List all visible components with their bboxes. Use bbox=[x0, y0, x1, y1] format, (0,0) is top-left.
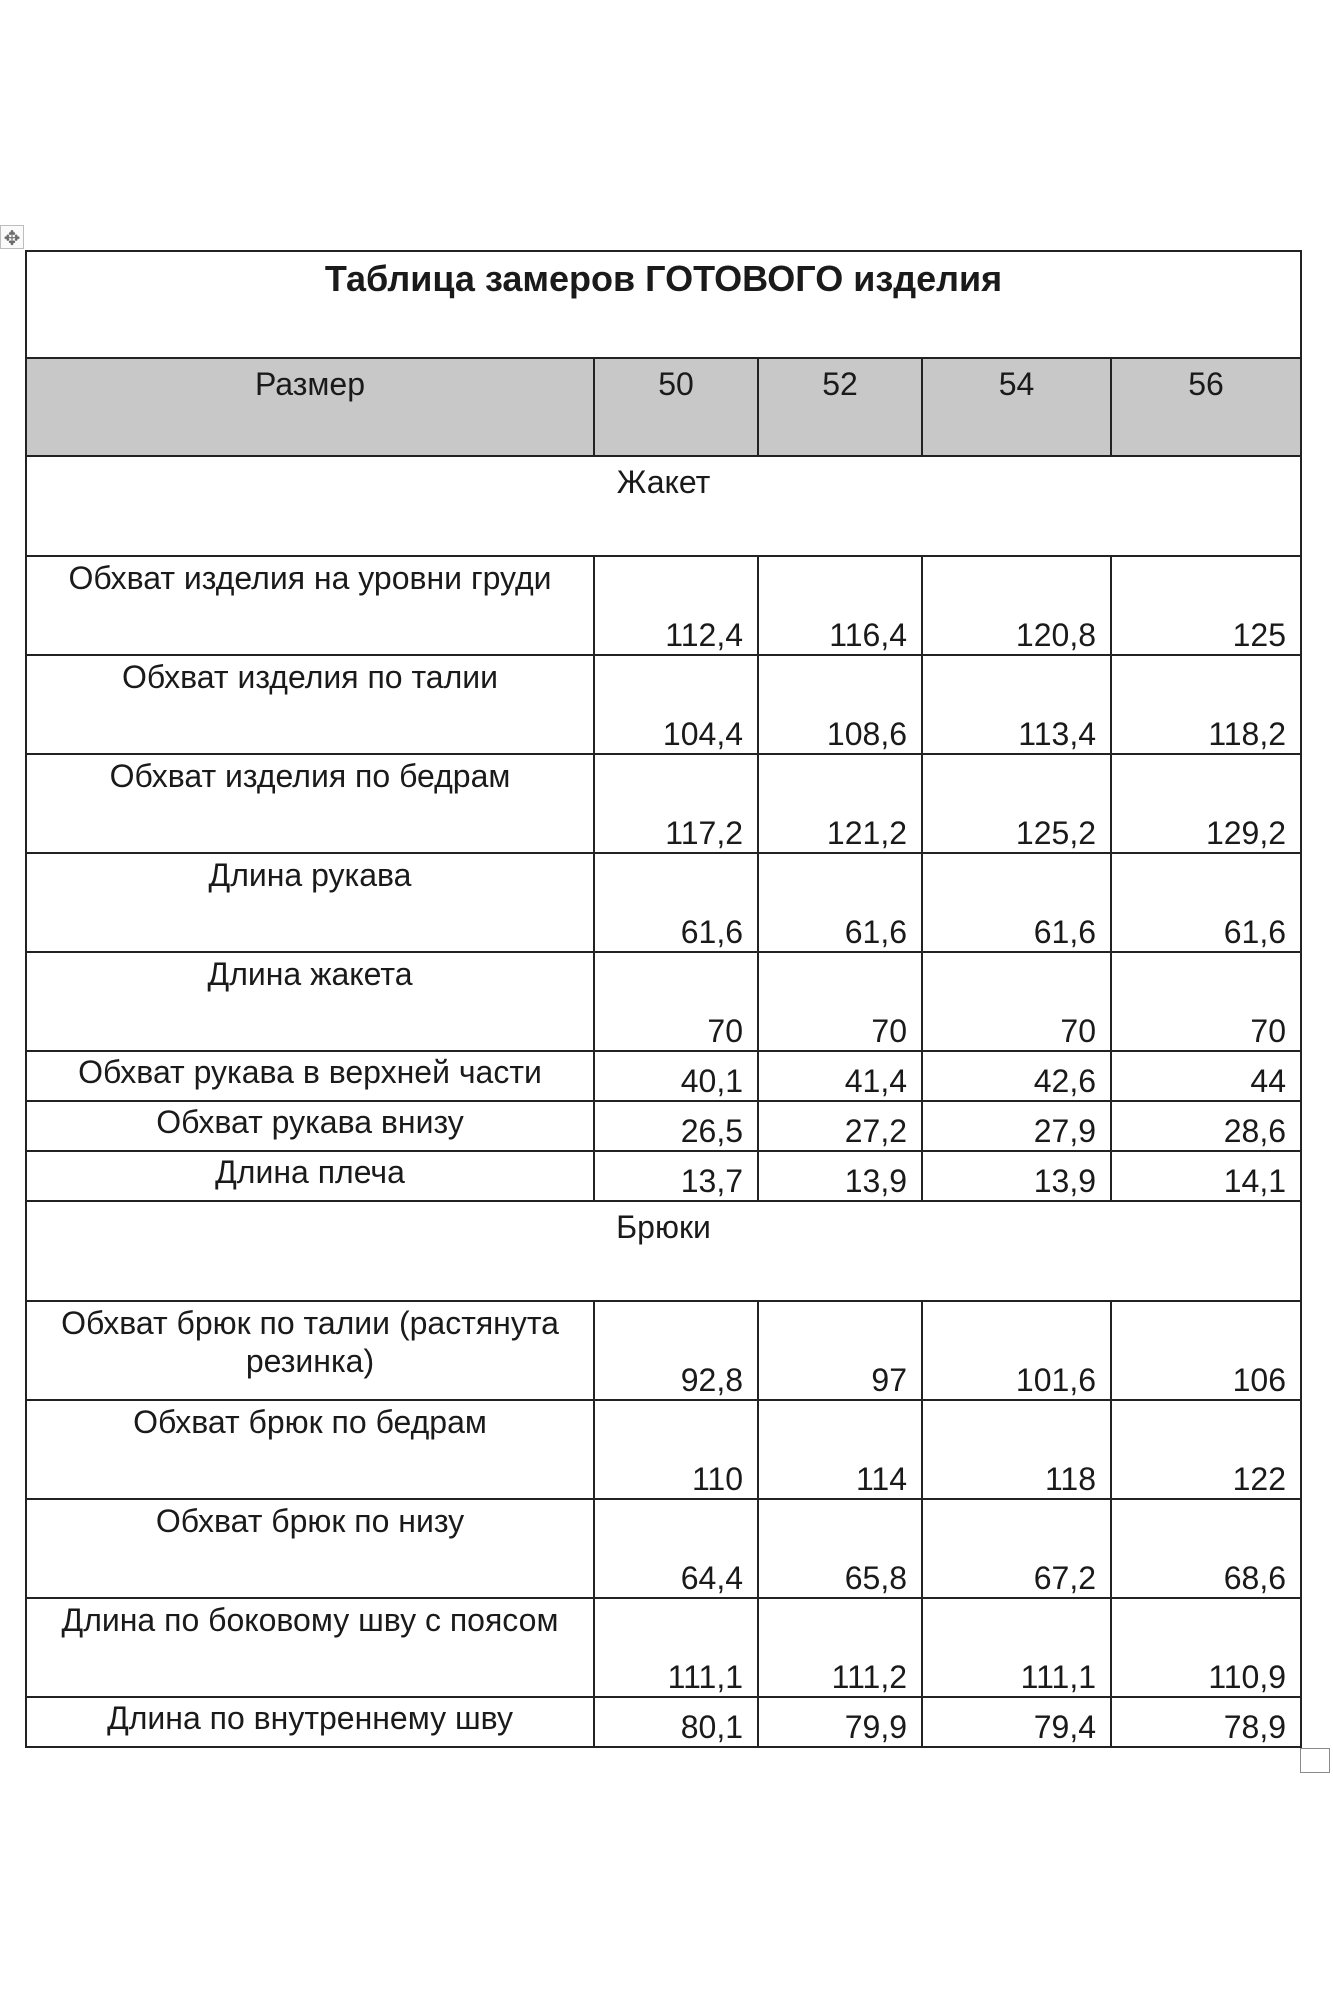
table-row bbox=[26, 1400, 1301, 1499]
measurement-value: 26,5 bbox=[594, 1101, 758, 1151]
table-row bbox=[26, 1051, 1301, 1101]
measurement-value: 129,2 bbox=[1111, 754, 1301, 853]
measurement-value: 116,4 bbox=[758, 556, 922, 655]
measurement-value: 120,8 bbox=[922, 556, 1111, 655]
measurement-value: 70 bbox=[1111, 952, 1301, 1051]
measurement-value: 113,4 bbox=[922, 655, 1111, 754]
measurement-value: 42,6 bbox=[922, 1051, 1111, 1101]
size-header-56: 56 bbox=[1111, 358, 1301, 456]
section-title: Жакет bbox=[26, 456, 1301, 556]
measurement-value: 111,2 bbox=[758, 1598, 922, 1697]
measurement-value: 92,8 bbox=[594, 1301, 758, 1400]
measurement-value: 79,4 bbox=[922, 1697, 1111, 1747]
measurement-value: 110 bbox=[594, 1400, 758, 1499]
size-header-54: 54 bbox=[922, 358, 1111, 456]
measurement-label: Обхват брюк по низу bbox=[26, 1499, 594, 1598]
measurement-label: Длина по боковому шву с поясом bbox=[26, 1598, 594, 1697]
table-title: Таблица замеров ГОТОВОГО изделия bbox=[26, 251, 1301, 358]
table-row bbox=[26, 556, 1301, 655]
measurement-value: 79,9 bbox=[758, 1697, 922, 1747]
table-row bbox=[26, 1499, 1301, 1598]
measurement-value: 117,2 bbox=[594, 754, 758, 853]
measurement-value: 27,2 bbox=[758, 1101, 922, 1151]
table-move-handle-icon[interactable]: ✥ bbox=[0, 225, 24, 249]
measurement-label: Обхват рукава внизу bbox=[26, 1101, 594, 1151]
measurement-value: 61,6 bbox=[1111, 853, 1301, 952]
measurement-value: 65,8 bbox=[758, 1499, 922, 1598]
size-label-header: Размер bbox=[26, 358, 594, 456]
measurement-value: 101,6 bbox=[922, 1301, 1111, 1400]
measurement-value: 61,6 bbox=[594, 853, 758, 952]
measurement-value: 13,9 bbox=[922, 1151, 1111, 1201]
measurement-value: 111,1 bbox=[594, 1598, 758, 1697]
table-row bbox=[26, 655, 1301, 754]
measurement-label: Обхват изделия по талии bbox=[26, 655, 594, 754]
measurement-value: 68,6 bbox=[1111, 1499, 1301, 1598]
measurement-label: Обхват изделия на уровни груди bbox=[26, 556, 594, 655]
size-header-50: 50 bbox=[594, 358, 758, 456]
measurement-value: 114 bbox=[758, 1400, 922, 1499]
section-row bbox=[26, 1201, 1301, 1301]
measurement-value: 13,7 bbox=[594, 1151, 758, 1201]
measurement-label: Длина рукава bbox=[26, 853, 594, 952]
section-title: Брюки bbox=[26, 1201, 1301, 1301]
measurement-label: Обхват брюк по бедрам bbox=[26, 1400, 594, 1499]
measurement-value: 80,1 bbox=[594, 1697, 758, 1747]
measurement-value: 64,4 bbox=[594, 1499, 758, 1598]
title-row bbox=[26, 251, 1301, 358]
measurement-value: 111,1 bbox=[922, 1598, 1111, 1697]
measurement-label: Длина плеча bbox=[26, 1151, 594, 1201]
measurement-value: 118,2 bbox=[1111, 655, 1301, 754]
measurement-value: 108,6 bbox=[758, 655, 922, 754]
table-row bbox=[26, 1151, 1301, 1201]
measurement-label: Обхват изделия по бедрам bbox=[26, 754, 594, 853]
measurement-value: 61,6 bbox=[922, 853, 1111, 952]
measurement-value: 27,9 bbox=[922, 1101, 1111, 1151]
measurement-label: Длина жакета bbox=[26, 952, 594, 1051]
measurement-value: 118 bbox=[922, 1400, 1111, 1499]
measurement-value: 121,2 bbox=[758, 754, 922, 853]
measurement-value: 125 bbox=[1111, 556, 1301, 655]
table-row bbox=[26, 952, 1301, 1051]
measurement-value: 28,6 bbox=[1111, 1101, 1301, 1151]
measurement-label: Обхват брюк по талии (растянута резинка) bbox=[26, 1301, 594, 1400]
table-row bbox=[26, 1301, 1301, 1400]
table-row bbox=[26, 1598, 1301, 1697]
measurement-value: 70 bbox=[758, 952, 922, 1051]
measurement-value: 40,1 bbox=[594, 1051, 758, 1101]
measurement-value: 13,9 bbox=[758, 1151, 922, 1201]
measurement-value: 14,1 bbox=[1111, 1151, 1301, 1201]
measurement-value: 110,9 bbox=[1111, 1598, 1301, 1697]
measurement-label: Обхват рукава в верхней части bbox=[26, 1051, 594, 1101]
measurement-label: Длина по внутреннему шву bbox=[26, 1697, 594, 1747]
measurement-value: 122 bbox=[1111, 1400, 1301, 1499]
measurement-value: 41,4 bbox=[758, 1051, 922, 1101]
size-header-52: 52 bbox=[758, 358, 922, 456]
measurement-value: 61,6 bbox=[758, 853, 922, 952]
section-row bbox=[26, 456, 1301, 556]
measurement-value: 112,4 bbox=[594, 556, 758, 655]
table-resize-handle-icon[interactable] bbox=[1300, 1748, 1330, 1773]
table-row bbox=[26, 853, 1301, 952]
table-row bbox=[26, 1697, 1301, 1747]
measurement-value: 97 bbox=[758, 1301, 922, 1400]
measurement-value: 70 bbox=[922, 952, 1111, 1051]
measurement-value: 44 bbox=[1111, 1051, 1301, 1101]
table-row bbox=[26, 1101, 1301, 1151]
measurement-value: 125,2 bbox=[922, 754, 1111, 853]
measurement-value: 78,9 bbox=[1111, 1697, 1301, 1747]
measurement-value: 106 bbox=[1111, 1301, 1301, 1400]
measurement-value: 70 bbox=[594, 952, 758, 1051]
header-row bbox=[26, 358, 1301, 456]
measurement-value: 104,4 bbox=[594, 655, 758, 754]
table-row bbox=[26, 754, 1301, 853]
measurement-value: 67,2 bbox=[922, 1499, 1111, 1598]
measurements-table bbox=[25, 250, 1302, 1748]
